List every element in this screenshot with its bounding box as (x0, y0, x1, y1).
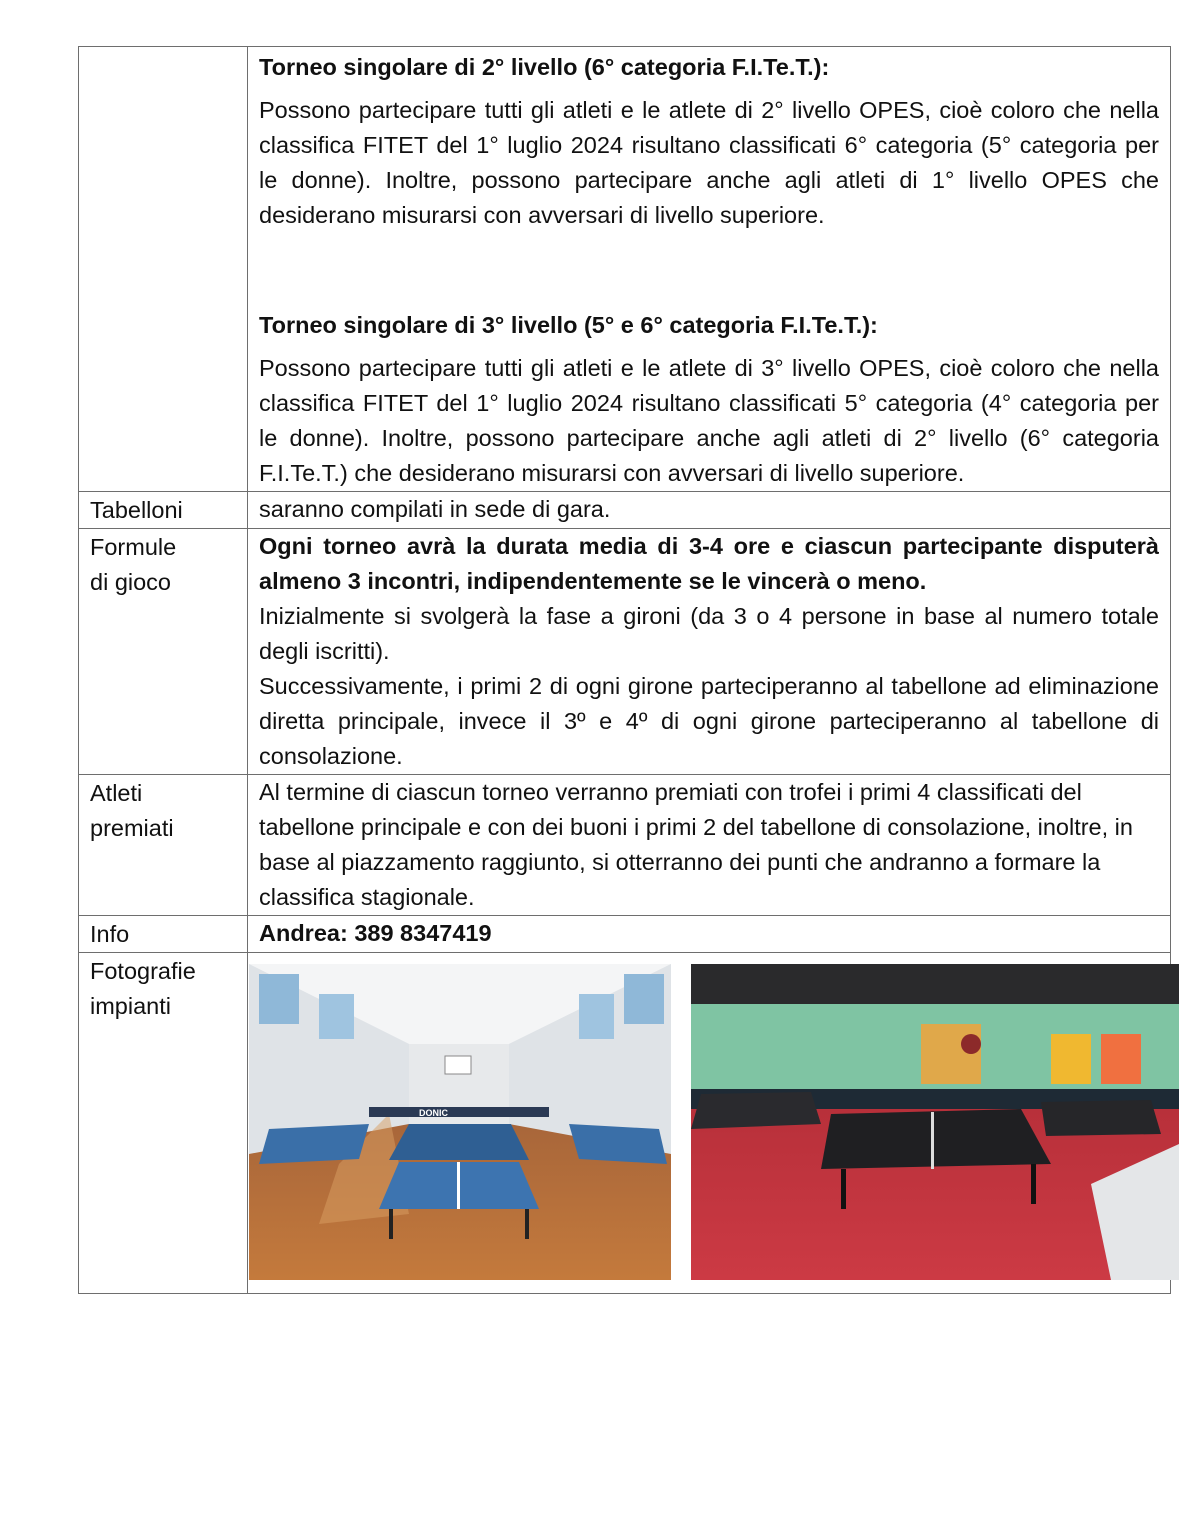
info-label: Info (79, 916, 248, 953)
level2-heading: Torneo singolare di 2° livello (6° categoria F.I.Te.T.): (259, 54, 830, 80)
formule-paragraph-2: Successivamente, i primi 2 di ogni girone parteciperanno al tabellone ad eliminazione diretta principale, invece il 3º e 4º di ogni girone parteciperanno al tabellone di consolazione. (259, 673, 1159, 769)
formule-row (79, 529, 1171, 775)
tournament-levels-row (79, 47, 1171, 492)
info-row (79, 916, 1171, 953)
fotografie-row (79, 953, 1171, 1294)
atleti-label-line1: Atleti (90, 780, 143, 806)
fotografie-cell (248, 953, 1171, 1294)
photo1-banner-text: DONIC (419, 1108, 448, 1118)
level3-heading: Torneo singolare di 3° livello (5° e 6° categoria F.I.Te.T.): (259, 312, 878, 338)
fotografie-label-line1: Fotografie (90, 958, 196, 984)
tabelloni-row (79, 492, 1171, 529)
venue-photo-hall (691, 964, 1179, 1280)
formule-label (79, 529, 248, 775)
empty-label-cell (79, 47, 248, 492)
formule-content (248, 529, 1171, 775)
formule-bold-text: Ogni torneo avrà la durata media di 3-4 ore e ciascun partecipante disputerà almeno 3 incontri, indipendentemente se le vincerà o meno. (259, 533, 1159, 594)
formule-label-line1: Formule (90, 534, 177, 560)
level3-body: Possono partecipare tutti gli atleti e le atlete di 3° livello OPES, cioè coloro che nella classifica FITET del 1° luglio 2024 risultano classificati 5° categoria (4° categoria per le donne). Inoltre, possono partecipare anche agli atleti di 2° livello (6° categoria F.I.Te.T.) che desiderano misurarsi con avversari di livello superiore. (259, 355, 1159, 486)
formule-label-line2: di gioco (90, 569, 171, 595)
fotografie-label-line2: impianti (90, 993, 171, 1019)
level2-body: Possono partecipare tutti gli atleti e le atlete di 2° livello OPES, cioè coloro che nella classifica FITET del 1° luglio 2024 risultano classificati 6° categoria (5° categoria per le donne). Inoltre, possono partecipare anche agli atleti di 1° livello OPES che desiderano misurarsi con avversari di livello superiore. (259, 97, 1159, 228)
atleti-label-line2: premiati (90, 815, 174, 841)
formule-paragraph-1: Inizialmente si svolgerà la fase a gironi (da 3 o 4 persone in base al numero totale degli iscritti). (259, 603, 1159, 664)
tournament-levels-cell (248, 47, 1171, 492)
info-contact: Andrea: 389 8347419 (248, 916, 1171, 953)
tabelloni-text: saranno compilati in sede di gara. (248, 492, 1171, 529)
atleti-text: Al termine di ciascun torneo verranno premiati con trofei i primi 4 classificati del tabellone principale e con dei buoni i primi 2 del tabellone di consolazione, inoltre, in base al piazzamento raggiunto, si otterranno dei punti che andranno a formare la classifica stagionale. (248, 775, 1171, 916)
regulation-table (78, 46, 1171, 1294)
tabelloni-label: Tabelloni (79, 492, 248, 529)
venue-photo-gym (249, 964, 671, 1280)
atleti-row (79, 775, 1171, 916)
atleti-label (79, 775, 248, 916)
fotografie-label (79, 953, 248, 1294)
